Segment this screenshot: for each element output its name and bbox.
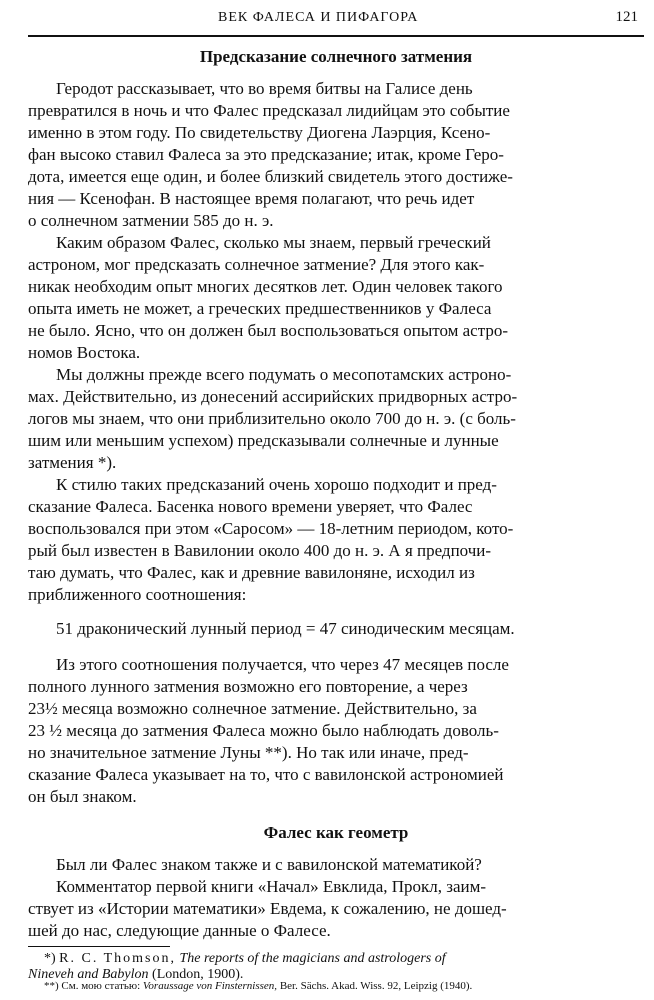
text-line: 23½ месяца возможно солнечное затмение. Действительно, за	[28, 699, 477, 718]
text-line: логов мы знаем, что они приблизительно около 700 до н. э. (с боль-	[28, 409, 516, 428]
text-line: шей до нас, следующие данные о Фалесе.	[28, 921, 331, 940]
text-line: фан высоко ставил Фалеса за это предсказание; итак, кроме Геро-	[28, 145, 504, 164]
footnote-1-title-b: Nineveh and Babylon	[28, 967, 149, 982]
text-line: Комментатор первой книги «Начал» Евклида, Прокл, заим-	[56, 877, 487, 896]
text-line: номов Востока.	[28, 343, 141, 362]
text-line: 23 ½ месяца до затмения Фалеса можно было наблюдать доволь-	[28, 721, 499, 740]
text-line: Каким образом Фалес, сколько мы знаем, первый греческий	[56, 233, 491, 252]
text-line: приближенного соотношения:	[28, 585, 247, 604]
text-line: ния — Ксенофан. В настоящее время полагают, что речь идет	[28, 189, 475, 208]
running-title: ВЕК ФАЛЕСА И ПИФАГОРА	[218, 10, 419, 25]
running-header	[28, 8, 644, 36]
text-line: шим или меньшим успехом) предсказывали солнечные и лунные	[28, 431, 499, 450]
footnote-1-mark: *)	[44, 951, 56, 966]
text-line: он был знаком.	[28, 787, 137, 806]
footnote-1	[44, 950, 654, 967]
footnote-1-title-a: The reports of the magicians and astrologers of	[179, 951, 446, 966]
text-line: превратился в ночь и что Фалес предсказал лидийцам это событие	[28, 101, 510, 120]
text-line: мах. Действительно, из донесений ассирийских придворных астро-	[28, 387, 518, 406]
footnote-2-mark: **)	[44, 980, 59, 992]
text-line: К стилю таких предсказаний очень хорошо подходит и пред-	[56, 475, 497, 494]
section-heading-thales-geometer: Фалес как геометр	[263, 823, 409, 842]
footnote-2-line2: 92, Leipzig (1940).	[387, 980, 473, 992]
text-line: воспользовался при этом «Саросом» — 18-летним периодом, кото-	[28, 519, 514, 538]
text-line: рый был известен в Вавилонии около 400 до н. э. А я предпочи-	[28, 541, 492, 560]
footnote-1-tail: (London, 1900).	[152, 967, 244, 982]
text-line: но значительное затмение Луны **). Но так или иначе, пред-	[28, 743, 469, 762]
text-line: Был ли Фалес знаком также и с вавилонской математикой?	[56, 855, 482, 874]
text-line: о солнечном затмении 585 до н. э.	[28, 211, 274, 230]
text-line: астроном, мог предсказать солнечное затмение? Для этого как-	[28, 255, 485, 274]
text-line: именно в этом году. По свидетельству Диогена Лаэрция, Ксено-	[28, 123, 491, 142]
page-number: 121	[615, 9, 638, 25]
footnote-2-tail: Ber. Sächs. Akad. Wiss.	[279, 980, 385, 992]
text-line: сказание Фалеса. Басенка нового времени уверяет, что Фалес	[28, 497, 473, 516]
footnote-1-author: R. C. Thomson,	[59, 951, 176, 966]
header-rule	[28, 35, 644, 37]
text-line: дота, имеется еще один, и более близкий свидетель этого достиже-	[28, 167, 513, 186]
text-line: Мы должны прежде всего подумать о месопотамских астроно-	[56, 365, 512, 384]
text-line: Геродот рассказывает, что во время битвы на Галисе день	[56, 79, 473, 98]
text-line: затмения *).	[28, 453, 117, 472]
text-line: не было. Ясно, что он должен был воспользоваться опытом астро-	[28, 321, 509, 340]
footnote-rule	[28, 946, 170, 947]
text-line: никак необходим опыт многих десятков лет. Один человек такого	[28, 277, 503, 296]
section-heading-solar-eclipse: Предсказание солнечного затмения	[199, 47, 473, 66]
formula-line: 51 драконический лунный период = 47 синодическим месяцам.	[56, 619, 515, 638]
footnote-2-title: Voraussage von Finsternissen,	[142, 980, 278, 992]
footnote-2-lead: См. мою статью:	[61, 980, 141, 992]
footnote-2	[44, 982, 644, 991]
text-line: опыта иметь не может, а греческих предшественников у Фалеса	[28, 299, 492, 318]
text-line: сказание Фалеса указывает на то, что с вавилонской астрономией	[28, 765, 504, 784]
text-line: Из этого соотношения получается, что через 47 месяцев после	[56, 655, 509, 674]
text-line: таю думать, что Фалес, как и древние вавилоняне, исходил из	[28, 563, 475, 582]
text-line: ствует из «Истории математики» Евдема, к сожалению, не дошед-	[28, 899, 507, 918]
text-line: полного лунного затмения возможно его повторение, а через	[28, 677, 468, 696]
